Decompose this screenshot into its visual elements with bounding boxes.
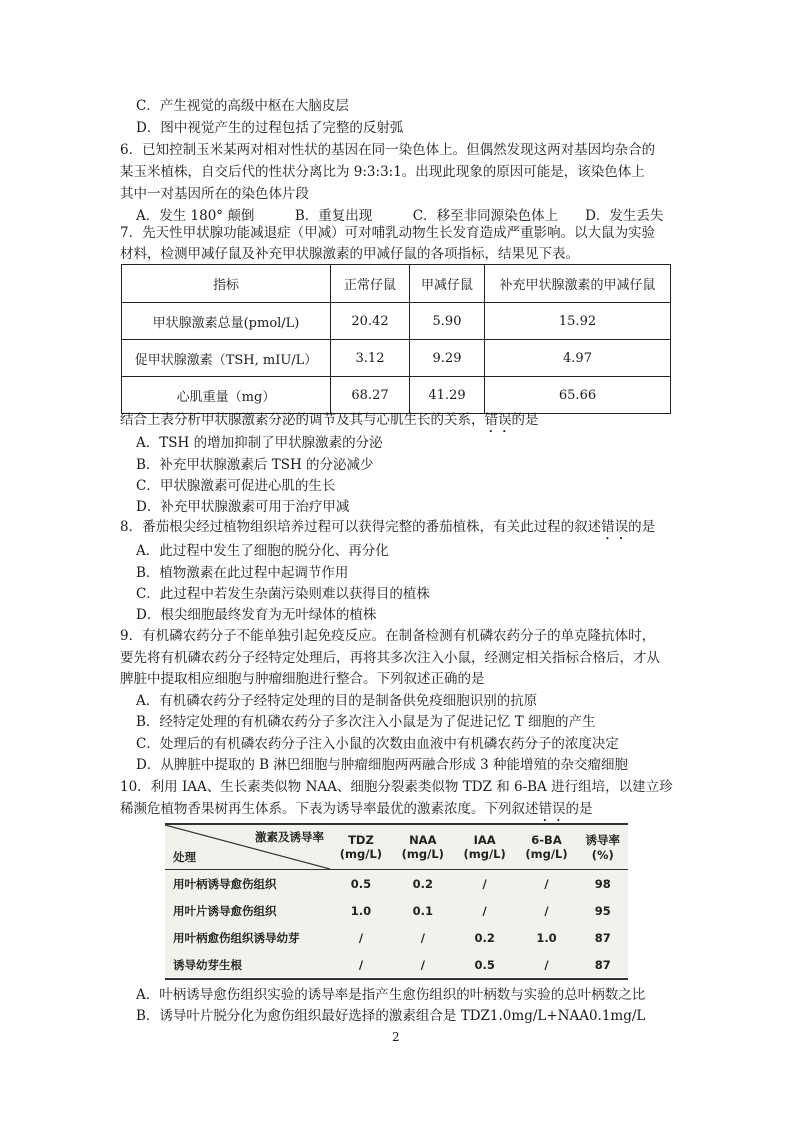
q6-stem-2: 某玉米植株，自交后代的性状分离比为 9:3:3:1。出现此现象的原因可能是，该染色体上 [120,164,645,180]
table-cell: 0.2 [412,876,433,891]
q9-stem-1: 9．有机磷农药分子不能单独引起免疫反应。在制备检测有机磷农药分子的单克隆抗体时， [120,628,656,644]
table-cell: 98 [594,876,611,891]
table-row [165,951,628,979]
table-cell: 诱导幼芽生根 [165,951,330,979]
table-cell: 65.66 [485,377,671,414]
table-cell: 9.29 [410,340,485,377]
table-cell: 3.12 [331,340,410,377]
table-row [122,340,671,377]
table-header-row [122,265,671,303]
q10-option-a: A．叶柄诱导愈伤组织实验的诱导率是指产生愈伤组织的叶柄数与实验的总叶柄数之比 [136,987,646,1003]
table-header: 正常仔鼠 [331,265,410,303]
table-cell: 促甲状腺激素（TSH, mIU/L） [122,340,331,377]
q7-emphasis: 错误 [484,412,512,428]
q6-stem-1: 6．已知控制玉米某两对相对性状的基因在同一染色体上。但偶然发现这两对基因均杂合的 [120,142,656,158]
table-row [165,924,628,951]
table-header: 补充甲状腺激素的甲减仔鼠 [485,265,671,303]
q7-stem-1: 7．先天性甲状腺功能减退症（甲减）可对哺乳动物生长发育造成严重影响。以大鼠为实验 [120,225,656,241]
table-cell: / [358,930,364,945]
q9-option-d: D．从脾脏中提取的 B 淋巴细胞与肿瘤细胞两两融合形成 3 种能增殖的杂交瘤细胞 [136,757,628,773]
table-row [122,377,671,414]
q8-stem [120,518,655,543]
table-cell: / [420,930,425,945]
q8-option-d: D．根尖细胞最终发育为无叶绿体的植株 [136,607,377,623]
q10-stem-2 [120,800,593,825]
table-cell: / [330,951,392,979]
table-cell: 0.5 [350,876,372,891]
table-cell: 用叶片诱导愈伤组织 [173,903,277,918]
header-name: TDZ [348,833,374,847]
q5-option-c: C．产生视觉的高级中枢在大脑皮层 [136,98,349,114]
table-header-row [165,824,628,870]
table-cell: 用叶柄愈伤组织诱导幼芽 [173,930,300,945]
table-cell: 87 [577,951,628,979]
table-cell: 87 [594,930,611,945]
table-cell: / [392,951,454,979]
q10-emphasis: 错误 [538,801,566,817]
table-cell: 1.0 [536,930,557,945]
table-header [330,824,392,870]
table-cell: / [516,951,578,979]
q9-option-a: A．有机磷农药分子经特定处理的目的是制备供免疫细胞识别的抗原 [136,693,538,709]
header-name: 6-BA [531,833,562,847]
table-cell: 0.1 [412,903,433,918]
page-number: 2 [392,1030,400,1044]
corner-top-label: 激素及诱导率 [255,830,324,844]
table-header [392,824,454,870]
table-header [516,824,578,870]
thyroid-table [121,264,671,414]
q10-stem-pre: 稀濒危植物香果树再生体系。下表为诱导率最优的激素浓度。下列叙述 [120,801,539,817]
table-cell: / [544,903,549,918]
q9-stem-2: 要先将有机磷农药分子经特定处理后，再将其多次注入小鼠，经测定相关指标合格后，才从 [120,650,660,666]
q7-option-c: C．甲状腺激素可促进心肌的生长 [136,478,336,494]
q8-option-b: B．植物激素在此过程中起调节作用 [136,565,349,581]
table-corner-cell [165,824,330,870]
table-cell: 20.42 [331,303,410,340]
header-unit: (mg/L) [339,847,383,861]
q7-question-pre: 结合上表分析甲状腺激素分泌的调节及其与心肌生长的关系， [120,412,485,428]
table-header: 甲减仔鼠 [410,265,485,303]
q7-question [120,411,539,436]
q5-option-d: D．图中视觉产生的过程包括了完整的反射弧 [136,120,404,136]
table-cell: 0.2 [474,930,495,945]
q8-emphasis: 错误 [601,519,629,535]
header-unit: (mg/L) [525,847,568,861]
table-cell: 15.92 [485,303,671,340]
table-cell: 甲状腺激素总量(pmol/L) [122,303,331,340]
header-name: 诱导率 [585,833,620,847]
table-cell: 95 [594,903,611,918]
table-cell: 4.97 [485,340,671,377]
table-row [165,870,628,898]
table-cell: / [482,876,487,891]
table-cell: / [544,876,549,891]
q10-stem-post: 的是 [565,801,593,817]
header-name: NAA [409,833,437,847]
q8-option-a: A．此过程中发生了细胞的脱分化、再分化 [136,543,389,559]
hormone-table-scan [165,823,628,977]
table-cell: 用叶柄诱导愈伤组织 [173,876,277,891]
header-name: IAA [473,833,496,847]
table-cell: 1.0 [350,903,372,918]
q7-question-post: 的是 [511,412,539,428]
corner-bottom-label: 处理 [173,850,196,864]
header-unit: (%) [591,848,614,862]
table-cell: 68.27 [331,377,410,414]
q7-option-a: A．TSH 的增加抑制了甲状腺激素的分泌 [136,435,383,451]
table-header [454,824,516,870]
table-row [165,897,628,924]
q7-option-b: B．补充甲状腺激素后 TSH 的分泌减少 [136,457,374,473]
q7-stem-2: 材料，检测甲减仔鼠及补充甲状腺激素的甲减仔鼠的各项指标，结果见下表。 [120,246,579,262]
q6-options: A．发生 180° 颠倒 B．重复出现 C．移至非同源染色体上 D．发生丢失 [136,208,664,224]
q7-option-d: D．补充甲状腺激素可用于治疗甲减 [136,499,350,515]
q9-stem-3: 脾脏中提取相应细胞与肿瘤细胞进行整合。下列叙述正确的是 [120,671,485,687]
q10-option-b: B．诱导叶片脱分化为愈伤组织最好选择的激素组合是 TDZ1.0mg/L+NAA0.1mg/L [136,1008,646,1024]
table-row [122,303,671,340]
header-unit: (mg/L) [401,847,444,861]
table-cell: / [482,903,487,918]
table-cell: 5.90 [410,303,485,340]
q10-stem-1: 10．利用 IAA、生长素类似物 NAA、细胞分裂素类似物 TDZ 和 6-BA 进行组培，以建立珍 [120,779,673,795]
q6-stem-3: 其中一对基因所在的染色体片段 [120,186,309,202]
header-unit: (mg/L) [463,847,506,861]
table-cell: 心肌重量（mg） [122,377,331,414]
table-cell: 41.29 [410,377,485,414]
table-header [577,824,628,870]
table-cell: 0.5 [454,951,516,979]
q8-stem-pre: 8．番茄根尖经过植物组织培养过程可以获得完整的番茄植株，有关此过程的叙述 [120,519,602,535]
q9-option-b: B．经特定处理的有机磷农药分子多次注入小鼠是为了促进记忆 T 细胞的产生 [136,714,596,730]
q8-stem-post: 的是 [628,519,656,535]
hormone-table [165,823,628,980]
table-header: 指标 [122,265,331,303]
q8-option-c: C．此过程中若发生杂菌污染则难以获得目的植株 [136,586,430,602]
q9-option-c: C．处理后的有机磷农药分子注入小鼠的次数由血液中有机磷农药分子的浓度决定 [136,736,619,752]
